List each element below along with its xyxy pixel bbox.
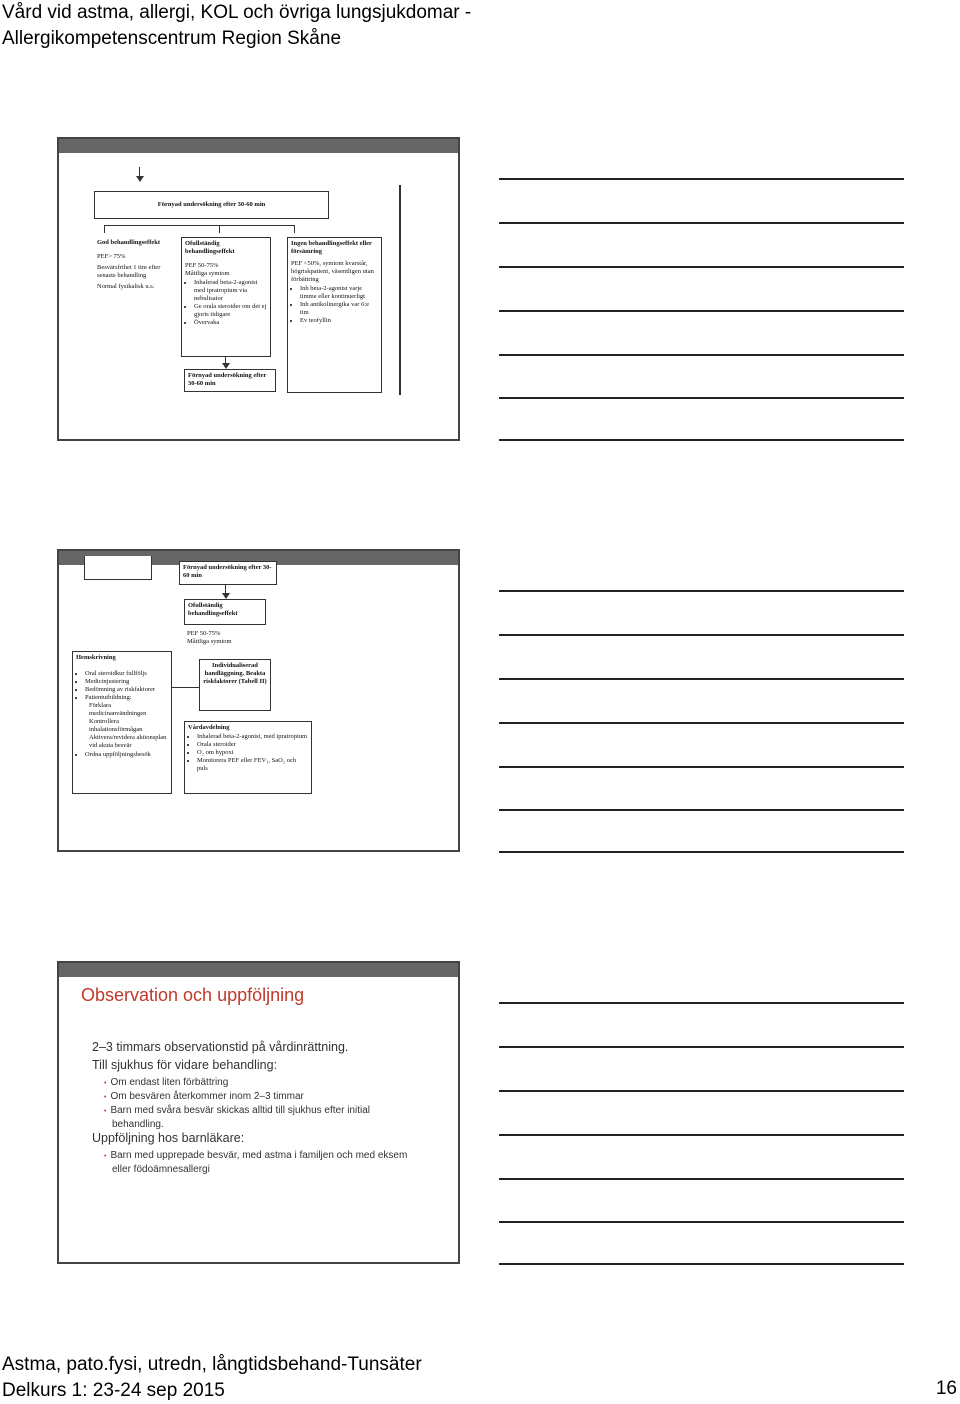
s2-individual-box: Individualiserad handläggning. Beakta riskfaktorer (Tabell II) — [199, 659, 271, 711]
s1-no-effect-box: Ingen behandlingseffekt eller försämring PEF <50%, symtom kvarstår, högriskpatient, väsentligen utan förbättring • Inh beta-2-agonist varje timme eller kontinuerligt • Inh antikolinergika var 6:e tim • Ev teofyllin — [287, 237, 382, 393]
slide-2: Förnyad undersökning efter 30-60 min Ofullständig behandlingseffekt PEF 50-75% Måttliga symtom Hemskrivning • Oral steroidkur fullföljs • Medicinjustering • Bedömning av riskfaktorer • Patientutbildning: Förklara medicinanvändningen Kontrollera inhalationsförmågan Aktivera/revidera aktionsplan vid akuta besvär • Ordna uppföljningsbesök Individualiserad handläggning. Beakta riskfaktorer (Tabell II) Vårdavdelning • Inhalerad beta-2-agonist, med ipratropium • Orala steroider • O₂ om hypoxi • Monitorera PEF eller FEV₁, SaO₂ och puls — [57, 549, 460, 852]
s1-partial-effect-box: Ofullständig behandlingseffekt PEF 50-75% Måttliga symtom • Inhalerad beta-2-agonist med ipratropium via nebulisator • Ge orala steroider om det ej gjorts tidigare • Övervaka — [181, 237, 271, 357]
footer-line-2: Delkurs 1: 23-24 sep 2015 — [2, 1380, 225, 1401]
header-line-1: Vård vid astma, allergi, KOL och övriga lungsjukdomar - — [2, 2, 472, 23]
s2-partial-effect-box: Ofullständig behandlingseffekt — [184, 599, 266, 625]
slide-3 — [57, 961, 460, 1264]
header-line-2: Allergikompetenscentrum Region Skåne — [2, 28, 342, 49]
slide-3-title: Observation och uppföljning — [81, 985, 305, 1005]
page-number: 16 — [935, 1378, 957, 1399]
slide-3-title-bar — [59, 963, 458, 977]
slide-3-body — [92, 1040, 422, 1176]
s2-discharge-box: Hemskrivning • Oral steroidkur fullföljs • Medicinjustering • Bedömning av riskfaktorer • Patientutbildning: Förklara medicinanvändningen Kontrollera inhalationsförmågan Aktivera/revidera aktionsplan vid akuta besvär • Ordna uppföljningsbesök — [72, 651, 172, 794]
s3-line-followup: Uppföljning hos barnläkare: — [92, 1131, 245, 1145]
slide-1 — [57, 137, 460, 441]
footer-line-1: Astma, pato.fysi, utredn, långtidsbehand-Tunsäter — [2, 1354, 422, 1375]
document-header — [2, 0, 471, 52]
s3-sub-1: • Om endast liten förbättring — [102, 1076, 422, 1090]
s2-top-box: Förnyad undersökning efter 30-60 min — [179, 561, 277, 585]
s3-line-hospital: Till sjukhus för vidare behandling: — [92, 1058, 278, 1072]
s3-sub-3: • Barn med svåra besvär skickas alltid till sjukhus efter initial behandling. — [102, 1104, 422, 1131]
s1-top-box: Förnyad undersökning efter 30-60 min — [94, 191, 329, 219]
s1-bottom-box: Förnyad undersökning efter 30-60 min — [184, 369, 276, 392]
slide-1-title-bar — [59, 139, 458, 153]
s3-sub-2: • Om besvären återkommer inom 2–3 timmar — [102, 1090, 422, 1104]
s3-sub-4: • Barn med upprepade besvär, med astma i familjen och med eksem eller födoämnesallergi — [102, 1149, 422, 1176]
s3-line-observation: 2–3 timmars observationstid på vårdinrättning. — [92, 1040, 349, 1054]
s2-inpatient-box: Vårdavdelning • Inhalerad beta-2-agonist, med ipratropium • Orala steroider • O₂ om hypoxi • Monitorera PEF eller FEV₁, SaO₂ och puls — [184, 721, 312, 794]
s1-good-effect-box: God behandlingseffekt PEF> 75% Besvärsfrihet 1 tim efter senaste behandling Normal fysikalisk u.s. — [94, 237, 169, 317]
